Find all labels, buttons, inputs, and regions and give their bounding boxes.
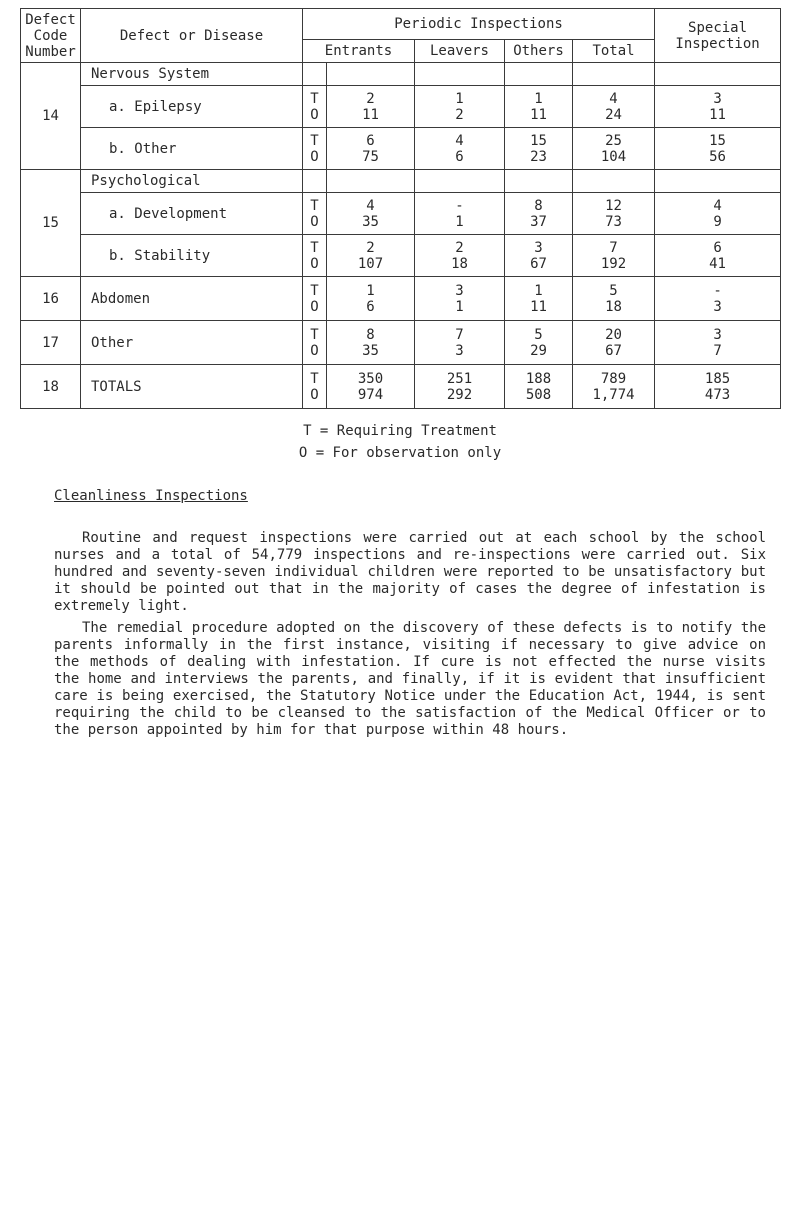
item-label: Abdomen [81,277,303,321]
others-o: 29 [530,342,547,359]
total-t: 20 [605,326,622,343]
others-t: 5 [534,326,543,343]
others-o: 23 [530,148,547,165]
special-o: 9 [713,213,722,230]
section-title: Cleanliness Inspections [54,488,248,504]
inspection-table-wrapper [20,8,780,409]
header-entrants: Entrants [303,40,415,63]
others-t: 1 [534,282,543,299]
item-label: b. Stability [109,247,211,264]
others-o: 508 [525,386,552,403]
others-t: 188 [525,370,552,387]
entrants-o: 35 [362,342,379,359]
leavers-t: 3 [455,282,464,299]
item-label: a. Epilepsy [109,98,202,115]
paragraph-text: Routine and request inspections were carried out at each school by the school nurses and a total of 54,779 inspections and re-inspections were carried out. Six hundred and seventy-seven individual children were reported to be unsatisfactory but it should be pointed out that in the majority of cases the degree of infestation is extremely light. [54,530,766,614]
total-t: 7 [609,239,618,256]
legend-treatment: T = Requiring Treatment [303,423,497,439]
item-label: b. Other [109,140,177,157]
leavers-o: 2 [455,106,464,123]
legend-observation: O = For observation only [298,445,502,461]
entrants-t: 350 [357,370,384,387]
entrants-o: 974 [357,386,384,403]
group-label: Psychological [81,170,303,193]
leavers-o: 3 [455,342,464,359]
defect-code: 18 [21,365,81,409]
entrants-t: 8 [366,326,375,343]
mark-o: O [310,386,319,403]
header-special: Special Inspection [655,9,781,63]
paragraph-text: The remedial procedure adopted on the discovery of these defects is to notify the parents informally in the first instance, visiting if necessary to give advice on the methods of dealing with infestation. If cure is not effected the nurse visits the home and interviews the parents, and finally, if it is evident that insufficient care is being exercised, the Statutory Notice under the Education Act, 1944, is sent requiring the child to be cleansed to the satisfaction of the Medical Officer or to the person appointed by him for that purpose within 48 hours. [54,620,766,738]
mark-t: T [310,370,319,387]
special-t: 6 [713,239,722,256]
item-label: TOTALS [81,365,303,409]
mark-t: T [310,239,319,256]
entrants-t: 6 [366,132,375,149]
leavers-o: 6 [455,148,464,165]
item-label: a. Development [109,205,228,222]
paragraph-routine [54,530,766,615]
leavers-t: 1 [455,90,464,107]
total-o: 1,774 [592,386,635,403]
leavers-o: 292 [446,386,473,403]
legend [0,420,800,464]
group-label: Nervous System [81,63,303,86]
defect-code: 15 [21,170,81,277]
entrants-t: 1 [366,282,375,299]
special-t: 15 [709,132,726,149]
table-row [21,277,781,321]
leavers-t: 251 [446,370,473,387]
defect-code: 14 [21,63,81,170]
leavers-o: 1 [455,298,464,315]
total-t: 12 [605,197,622,214]
leavers-o: 18 [451,255,468,272]
table-row [21,63,781,86]
mark-t: T [310,326,319,343]
total-t: 789 [600,370,627,387]
special-o: 11 [709,106,726,123]
total-t: 4 [609,90,618,107]
leavers-t: 7 [455,326,464,343]
total-o: 104 [600,148,627,165]
mark-t: T [310,132,319,149]
header-defect-code: Defect Code Number [21,9,81,63]
total-t: 5 [609,282,618,299]
others-o: 37 [530,213,547,230]
total-o: 18 [605,298,622,315]
entrants-t: 2 [366,90,375,107]
leavers-t: - [455,197,464,214]
mark-t: T [310,282,319,299]
total-o: 67 [605,342,622,359]
paragraph-procedure [54,620,766,739]
leavers-t: 4 [455,132,464,149]
special-t: 4 [713,197,722,214]
special-o: 41 [709,255,726,272]
total-o: 73 [605,213,622,230]
header-leavers: Leavers [415,40,505,63]
entrants-o: 35 [362,213,379,230]
entrants-o: 11 [362,106,379,123]
others-o: 67 [530,255,547,272]
mark-t: T [310,197,319,214]
entrants-o: 6 [366,298,375,315]
header-periodic: Periodic Inspections [303,9,655,40]
special-t: - [713,282,722,299]
table-row [21,235,781,277]
special-t: 3 [713,90,722,107]
inspection-table [20,8,781,409]
special-o: 473 [704,386,731,403]
entrants-o: 75 [362,148,379,165]
table-row-totals [21,365,781,409]
others-t: 8 [534,197,543,214]
mark-t: T [310,90,319,107]
leavers-o: 1 [455,213,464,230]
total-t: 25 [605,132,622,149]
mark-o: O [310,342,319,359]
others-o: 11 [530,106,547,123]
mark-o: O [310,148,319,165]
total-o: 192 [600,255,627,272]
special-o: 7 [713,342,722,359]
others-t: 15 [530,132,547,149]
header-others: Others [505,40,573,63]
item-label: Other [81,321,303,365]
others-t: 1 [534,90,543,107]
header-defect-disease: Defect or Disease [81,9,303,63]
leavers-t: 2 [455,239,464,256]
special-o: 56 [709,148,726,165]
table-row [21,86,781,128]
total-o: 24 [605,106,622,123]
table-row [21,170,781,193]
header-total: Total [573,40,655,63]
table-row [21,193,781,235]
others-t: 3 [534,239,543,256]
defect-code: 16 [21,277,81,321]
special-t: 3 [713,326,722,343]
entrants-t: 4 [366,197,375,214]
others-o: 11 [530,298,547,315]
entrants-o: 107 [357,255,384,272]
mark-o: O [310,213,319,230]
special-o: 3 [713,298,722,315]
mark-o: O [310,255,319,272]
special-t: 185 [704,370,731,387]
table-row [21,321,781,365]
mark-o: O [310,298,319,315]
table-row [21,128,781,170]
entrants-t: 2 [366,239,375,256]
mark-o: O [310,106,319,123]
defect-code: 17 [21,321,81,365]
